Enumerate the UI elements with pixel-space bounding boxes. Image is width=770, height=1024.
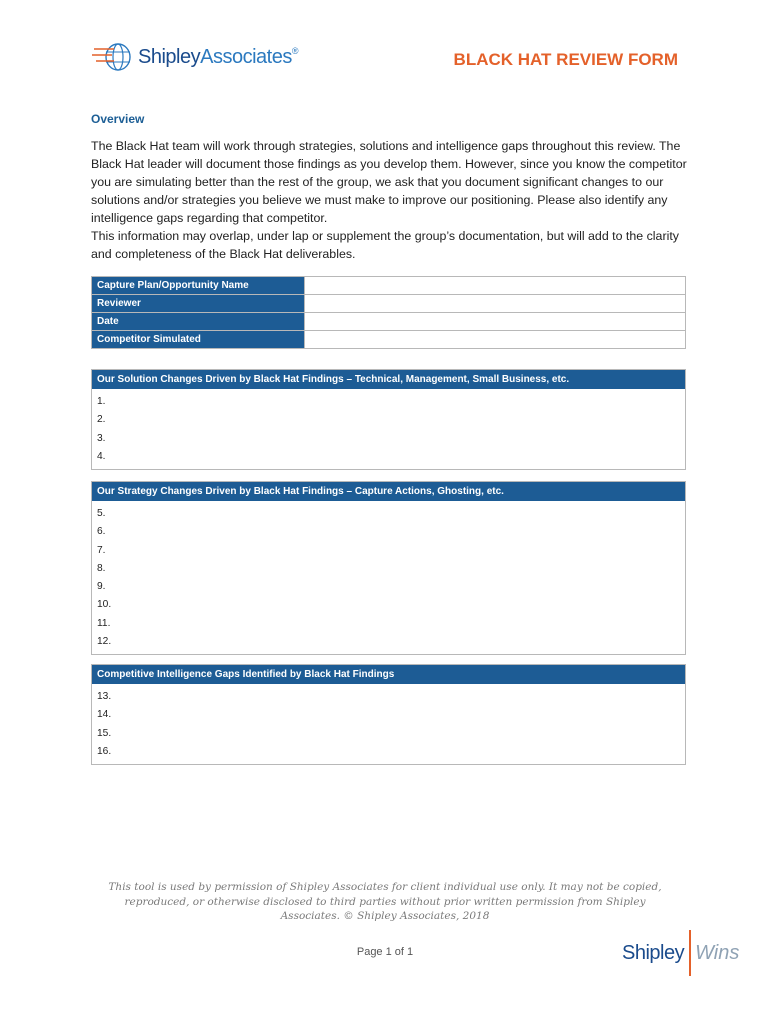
list-item[interactable]: 9. bbox=[97, 581, 106, 593]
section-heading: Our Solution Changes Driven by Black Hat Findings – Technical, Management, Small Business, etc. bbox=[92, 370, 685, 389]
list-item[interactable]: 6. bbox=[97, 526, 106, 538]
section-list[interactable] bbox=[92, 389, 685, 469]
competitor-simulated-label: Competitor Simulated bbox=[92, 331, 305, 349]
section-heading: Competitive Intelligence Gaps Identified by Black Hat Findings bbox=[92, 665, 685, 684]
table-row bbox=[92, 313, 686, 331]
list-item[interactable]: 4. bbox=[97, 450, 106, 462]
shipley-wins-logo bbox=[622, 930, 739, 976]
list-item[interactable]: 14. bbox=[97, 709, 112, 721]
date-field[interactable] bbox=[305, 313, 686, 331]
reviewer-label: Reviewer bbox=[92, 295, 305, 313]
list-item[interactable]: 10. bbox=[97, 599, 112, 611]
overview-text bbox=[91, 137, 691, 263]
info-table bbox=[91, 276, 686, 349]
shipley-associates-logo bbox=[92, 40, 298, 74]
intelligence-gaps-section bbox=[91, 664, 686, 765]
permission-notice: This tool is used by permission of Shipley Associates for client individual use only. It may not be copied, reproduced, or otherwise disclosed to third parties without prior written permission from Shipley Associates. © Shipley Associates, 2018 bbox=[108, 881, 662, 922]
overview-heading: Overview bbox=[91, 112, 145, 126]
reviewer-field[interactable] bbox=[305, 295, 686, 313]
list-item[interactable]: 15. bbox=[97, 727, 112, 739]
table-row bbox=[92, 295, 686, 313]
list-item[interactable]: 11. bbox=[97, 617, 111, 629]
table-row bbox=[92, 331, 686, 349]
section-list[interactable] bbox=[92, 501, 685, 654]
logo-divider bbox=[689, 930, 691, 976]
list-item[interactable]: 12. bbox=[97, 636, 112, 648]
list-item[interactable]: 2. bbox=[97, 414, 106, 426]
competitor-simulated-field[interactable] bbox=[305, 331, 686, 349]
form-title: BLACK HAT REVIEW FORM bbox=[453, 50, 678, 69]
list-item[interactable]: 13. bbox=[97, 691, 112, 702]
section-list[interactable] bbox=[92, 684, 685, 764]
strategy-changes-section bbox=[91, 481, 686, 655]
list-item[interactable]: 3. bbox=[97, 432, 106, 444]
list-item[interactable]: 16. bbox=[97, 745, 112, 757]
section-heading: Our Strategy Changes Driven by Black Hat Findings – Capture Actions, Ghosting, etc. bbox=[92, 482, 685, 501]
shipley-wins-right: Wins bbox=[695, 941, 740, 964]
overview-paragraph-2: This information may overlap, under lap or supplement the group’s documentation, but will add to the clarity and completeness of the Black Hat deliverables. bbox=[91, 229, 679, 261]
logo-text-shipley: Shipley bbox=[138, 46, 201, 68]
capture-plan-field[interactable] bbox=[305, 277, 686, 295]
overview-paragraph-1: The Black Hat team will work through strategies, solutions and intelligence gaps throughout this review. The Black Hat leader will document those findings as you develop them. However, since you know the competitor you are simulating better than the rest of the group, we ask that you document significant changes to our solutions and/or strategies you believe we must make to improve our positioning. Please also identify any intelligence gaps regarding that competitor. bbox=[91, 139, 687, 225]
logo-text-associates: Associates bbox=[200, 46, 292, 68]
list-item[interactable]: 8. bbox=[97, 562, 106, 574]
table-row bbox=[92, 277, 686, 295]
page-number: Page 1 of 1 bbox=[356, 946, 414, 958]
solution-changes-section bbox=[91, 369, 686, 470]
list-item[interactable]: 1. bbox=[97, 396, 106, 407]
list-item[interactable]: 5. bbox=[97, 508, 106, 519]
registered-mark: ® bbox=[291, 46, 298, 56]
date-label: Date bbox=[92, 313, 305, 331]
shipley-wins-left: Shipley bbox=[622, 941, 685, 964]
capture-plan-label: Capture Plan/Opportunity Name bbox=[92, 277, 305, 295]
globe-icon bbox=[92, 40, 136, 74]
list-item[interactable]: 7. bbox=[97, 544, 106, 556]
